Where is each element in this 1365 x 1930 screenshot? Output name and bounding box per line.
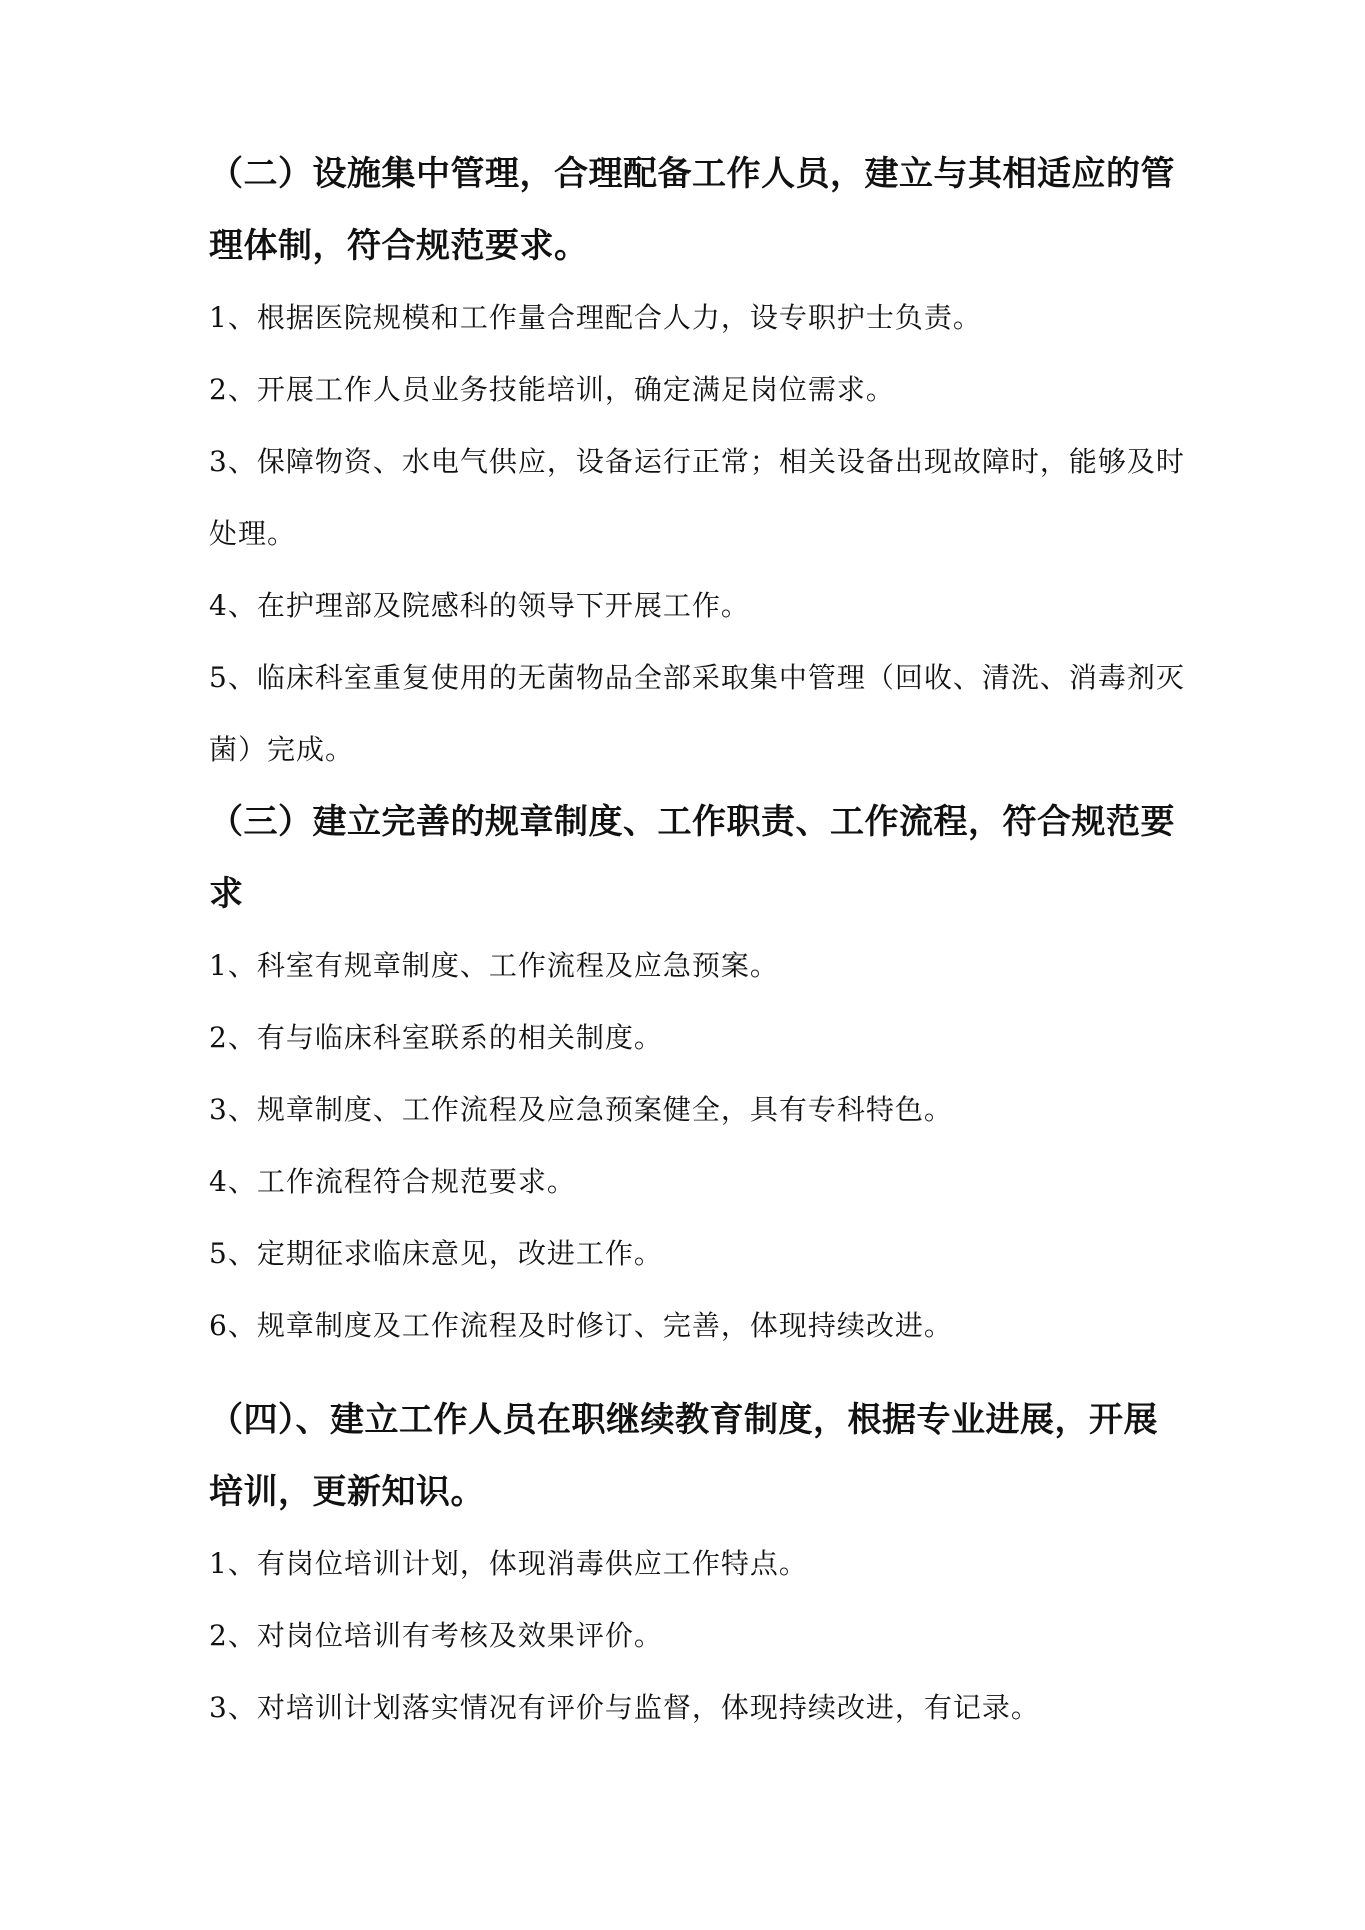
list-item: 3、保障物资、水电气供应，设备运行正常；相关设备出现故障时，能够及时处理。: [209, 445, 1185, 550]
section-heading: （二）设施集中管理，合理配备工作人员，建立与其相适应的管理体制，符合规范要求。: [209, 154, 1175, 266]
list-item: 2、对岗位培训有考核及效果评价。: [209, 1619, 663, 1652]
document-page: [209, 138, 1189, 1744]
list-item: 4、工作流程符合规范要求。: [209, 1165, 576, 1198]
list-item: 3、规章制度、工作流程及应急预案健全，具有专科特色。: [209, 1093, 953, 1126]
section-2: [209, 138, 1189, 786]
list-item: 4、在护理部及院感科的领导下开展工作。: [209, 589, 750, 622]
list-item: 5、临床科室重复使用的无菌物品全部采取集中管理（回收、清洗、消毒剂灭菌）完成。: [209, 661, 1185, 766]
section-4: [209, 1384, 1189, 1744]
list-item: 3、对培训计划落实情况有评价与监督，体现持续改进，有记录。: [209, 1691, 1040, 1724]
section-heading: （三）建立完善的规章制度、工作职责、工作流程，符合规范要求: [209, 802, 1175, 914]
list-item: 1、科室有规章制度、工作流程及应急预案。: [209, 949, 779, 982]
list-item: 5、定期征求临床意见，改进工作。: [209, 1237, 663, 1270]
section-heading: （四）、建立工作人员在职继续教育制度，根据专业进展，开展培训，更新知识。: [209, 1400, 1158, 1512]
list-item: 1、根据医院规模和工作量合理配合人力，设专职护士负责。: [209, 301, 982, 334]
list-item: 6、规章制度及工作流程及时修订、完善，体现持续改进。: [209, 1309, 953, 1342]
section-spacer: [209, 1362, 1189, 1384]
section-3: [209, 786, 1189, 1362]
list-item: 1、有岗位培训计划，体现消毒供应工作特点。: [209, 1547, 808, 1580]
list-item: 2、开展工作人员业务技能培训，确定满足岗位需求。: [209, 373, 895, 406]
list-item: 2、有与临床科室联系的相关制度。: [209, 1021, 663, 1054]
